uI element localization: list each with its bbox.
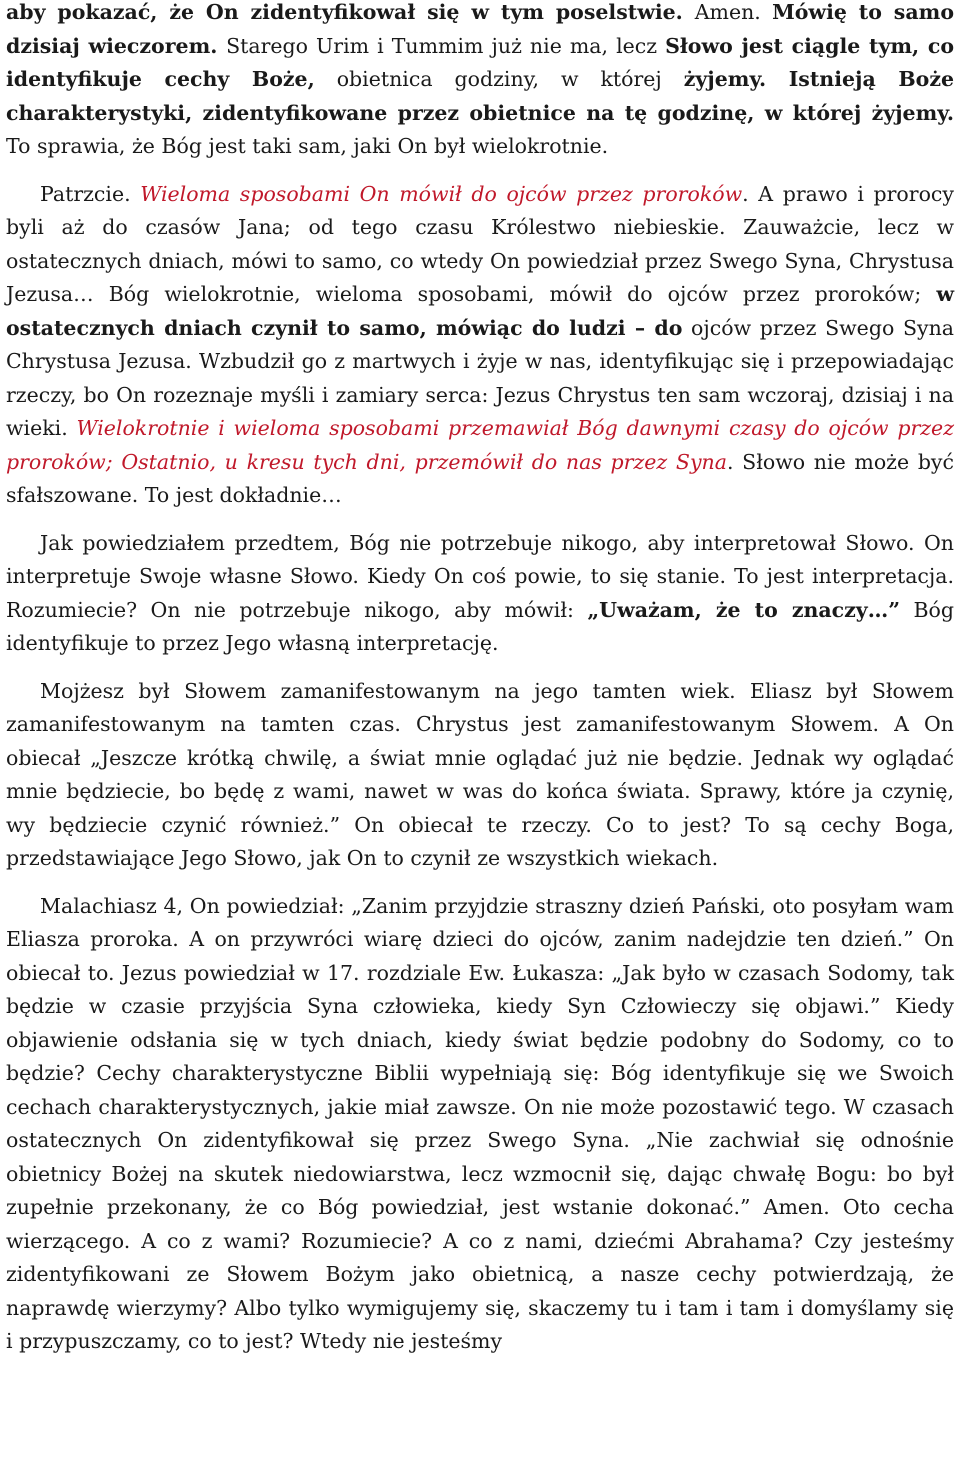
text-span: „Uważam, że to znaczy…” — [587, 597, 900, 622]
paragraph-2 — [6, 178, 954, 513]
text-span: obietnica godziny, w której — [314, 67, 684, 91]
text-span: Amen. — [694, 0, 773, 24]
paragraph-3 — [6, 527, 954, 661]
text-span: Malachiasz 4, On powiedział: „Zanim przyjdzie straszny dzień Pański, oto posyłam wam Eliasza proroka. A on przywróci wiarę dzieci do ojców, zanim nadejdzie ten dzień.” On obiecał to. Jezus powiedział w 17. rozdziale Ew. Łukasza: „Jak było w czasach Sodomy, tak będzie w czasie przyjścia Syna człowieka, kiedy Syn Człowieczy się objawi.” Kiedy objawienie odsłania się w tych dniach, kiedy świat będzie podobny do Sodomy, co to będzie? Cechy charakterystyczne Biblii wypełniają się: Bóg identyfikuje się we Swoich cechach charakterystycznych, jakie miał zawsze. On nie może pozostawić tego. W czasach ostatecznych On zidentyfikował się przez Swego Syna. „Nie zachwiał się odnośnie obietnicy Bożej na skutek niedowiarstwa, lecz wzmocnił się, dając chwałę Bogu: bo był zupełnie przekonany, że co Bóg powiedział, jest wstanie dokonać.” Amen. Oto cecha wierzącego. A co z wami? Rozumiecie? A co z nami, dziećmi Abrahama? Czy jesteśmy zidentyfikowani ze Słowem Bożym jako obietnicą, a nasze cechy potwierdzają, że naprawdę wierzymy? Albo tylko wymigujemy się, skaczemy tu i tam i tam i domyślamy się i przypuszczamy, co to jest? Wtedy nie jesteśmy — [6, 893, 954, 1353]
text-span: . A prawo i prorocy byli aż do czasów Jana; od tego czasu Królestwo niebieskie. Zauważcie, lecz w ostatecznych dniach, mówi to samo, co wtedy On powiedział przez Swego Syna, Chrystusa Jezusa… Bóg wielokrotnie, wieloma sposobami, mówił do ojców przez proroków; — [6, 181, 954, 306]
scripture-quote: Wieloma sposobami On mówił do ojców przez proroków — [140, 181, 743, 206]
text-span: . Słowo nie może być sfałszowane. To jest dokładnie… — [6, 449, 954, 507]
text-span: To sprawia, że Bóg jest taki sam, jaki On był wielokrotnie. — [6, 134, 609, 158]
paragraph-5 — [6, 890, 954, 1359]
text-span: Mojżesz był Słowem zamanifestowanym na jego tamten wiek. Eliasz był Słowem zamanifestowanym na tamten czas. Chrystus jest zamanifestowanym Słowem. A On obiecał „Jeszcze krótką chwilę, a świat mnie oglądać już nie będzie. Jednak wy oglądać mnie będziecie, bo będę z wami, nawet w was do końca świata. Sprawy, które ja czynię, wy będziecie czynić również.” On obiecał te rzeczy. Co to jest? To są cechy Boga, przedstawiające Jego Słowo, jak On to czynił ze wszystkich wiekach. — [6, 678, 954, 870]
text-span: Starego Urim i Tummim już nie ma, lecz — [226, 33, 666, 58]
text-span: Patrzcie. — [40, 181, 141, 206]
text-span: ojców przez Swego Syna Chrystusa Jezusa. Wzbudził go z martwych i żyje w nas, identyfikując się i przepowiadając rzeczy, bo On rozeznaje myśli i zamiary serca: Jezus Chrystus ten sam wczoraj, dzisiaj i na wieki. — [6, 315, 954, 440]
text-span: Mówię to samo dzisiaj wieczorem. — [6, 0, 954, 58]
paragraph-1 — [6, 0, 954, 164]
scripture-quote: Wielokrotnie i wieloma sposobami przemawiał Bóg dawnymi czasy do ojców przez proroków; Ostatnio, u kresu tych dni, przemówił do nas przez Syna — [6, 416, 954, 474]
text-span: w ostatecznych dniach czynił to samo, mówiąc do ludzi – do — [6, 282, 954, 340]
text-span: żyjemy. Istnieją Boże charakterystyki, zidentyfikowane przez obietnice na tę godzinę, w której żyjemy. — [6, 67, 955, 125]
text-span: aby pokazać, że On zidentyfikował się w tym poselstwie. — [6, 0, 695, 24]
text-span: Bóg identyfikuje to przez Jego własną interpretację. — [6, 597, 955, 655]
text-span: Jak powiedziałem przedtem, Bóg nie potrzebuje nikogo, aby interpretował Słowo. On interpretuje Swoje własne Słowo. Kiedy On coś powie, to się stanie. To jest interpretacja. Rozumiecie? On nie potrzebuje nikogo, aby mówił: — [6, 530, 954, 622]
paragraph-4 — [6, 675, 954, 876]
text-span: Słowo jest ciągle tym, co identyfikuje cechy Boże, — [6, 33, 955, 91]
